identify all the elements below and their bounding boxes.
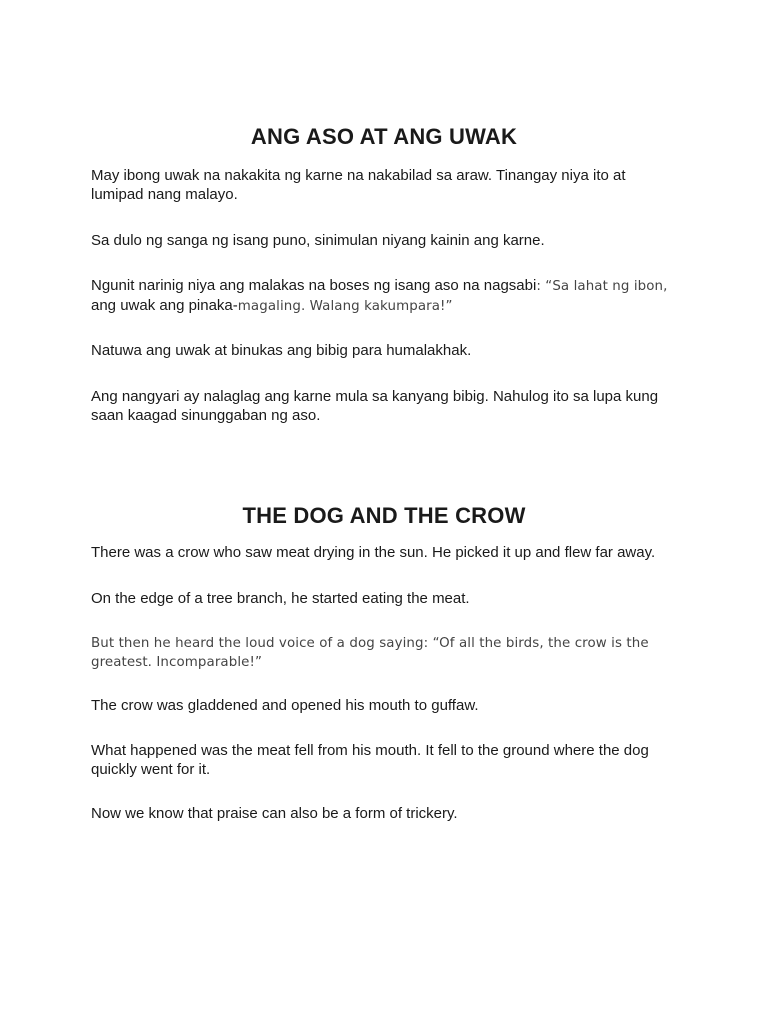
english-paragraph-2: On the edge of a tree branch, he started eating the meat.	[91, 590, 470, 607]
english-title: THE DOG AND THE CROW	[242, 503, 526, 528]
tagalog-paragraph-4: Natuwa ang uwak at binukas ang bibig para humalakhak.	[91, 342, 472, 359]
tagalog-quote-lead: Ngunit narinig niya ang malakas na boses ng isang aso na nagsabi	[91, 277, 537, 294]
tagalog-title: ANG ASO AT ANG UWAK	[250, 124, 518, 149]
tagalog-quote-part-1: “Sa lahat ng ibon,	[545, 279, 668, 294]
english-paragraph-4: The crow was gladdened and opened his mouth to guffaw.	[91, 697, 479, 714]
english-paragraph-6: Now we know that praise can also be a form of trickery.	[91, 805, 458, 822]
english-paragraph-5: What happened was the meat fell from his mouth. It fell to the ground where the dog quickly went for it.	[91, 742, 649, 778]
tagalog-paragraph-2: Sa dulo ng sanga ng isang puno, sinimulan niyang kainin ang karne.	[91, 232, 545, 249]
tagalog-quote-part-3: magaling. Walang kakumpara!”	[237, 299, 453, 314]
tagalog-paragraph-1: May ibong uwak na nakakita ng karne na nakabilad sa araw. Tinangay niya ito at lumipad nang malayo.	[91, 167, 626, 203]
tagalog-paragraph-3	[91, 276, 676, 316]
english-paragraph-1: There was a crow who saw meat drying in the sun. He picked it up and flew far away.	[91, 544, 656, 561]
tagalog-paragraph-5: Ang nangyari ay nalaglag ang karne mula sa kanyang bibig. Nahulog ito sa lupa kung saan kaagad sinunggaban ng aso.	[91, 388, 659, 424]
tagalog-quote-colon: :	[536, 279, 546, 294]
english-paragraph-3: But then he heard the loud voice of a dog saying: “Of all the birds, the crow is the greatest. Incomparable!”	[91, 636, 649, 670]
tagalog-quote-part-2: ang uwak ang pinaka-	[91, 297, 238, 314]
